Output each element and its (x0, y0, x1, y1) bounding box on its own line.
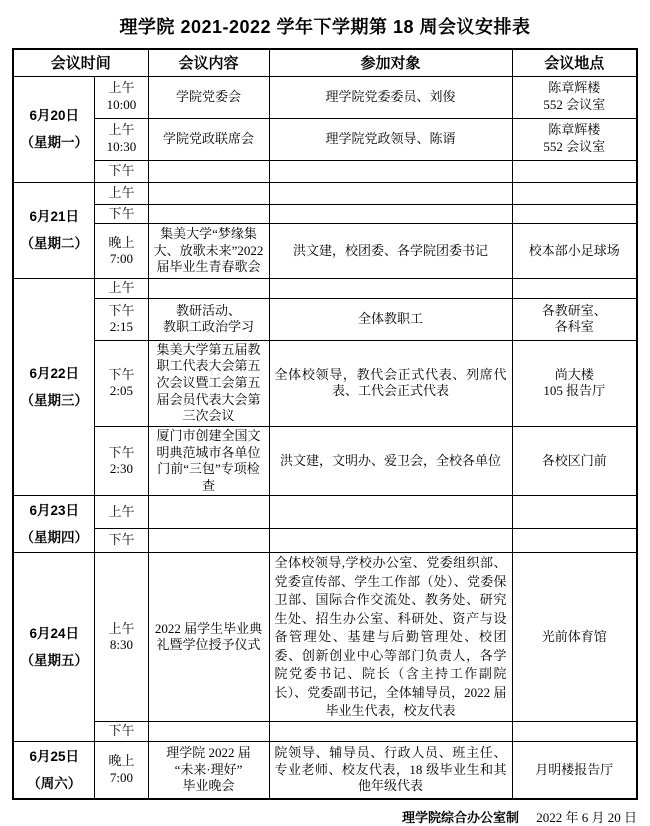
date-cell: 6月22日 （星期三） (13, 279, 95, 496)
content-cell (148, 160, 269, 182)
location-cell: 陈章辉楼 552 会议室 (512, 76, 637, 118)
location-cell (512, 528, 637, 553)
page-title: 理学院 2021-2022 学年下学期第 18 周会议安排表 (119, 17, 531, 37)
location-cell: 月明楼报告厅 (512, 742, 637, 800)
content-cell: 集美大学“梦缘集大、放歌未来”2022届毕业生青春歌会 (148, 224, 269, 279)
content-cell (148, 182, 269, 204)
time-cell: 上午 10:00 (95, 76, 148, 118)
participants-cell: 院领导、辅导员、行政人员、班主任、专业老师、校友代表，18 级毕业生和其他年级代表 (269, 742, 512, 800)
time-cell: 上午 (95, 182, 148, 204)
participants-cell: 全体教职工 (269, 298, 512, 340)
location-cell (512, 496, 637, 528)
content-cell: 集美大学第五届教职工代表大会第五次会议暨工会第五届会员代表大会第三次会议 (148, 340, 269, 426)
time-cell: 下午 (95, 528, 148, 553)
header-meeting-content: 会议内容 (148, 49, 269, 76)
table-row (13, 298, 637, 340)
location-cell: 尚大楼 105 报告厅 (512, 340, 637, 426)
time-cell: 下午 2:05 (95, 340, 148, 426)
content-cell: 学院党委会 (148, 76, 269, 118)
date-cell: 6月24日 （星期五） (13, 553, 95, 742)
location-cell (512, 204, 637, 224)
time-cell: 下午 (95, 204, 148, 224)
header-meeting-time: 会议时间 (13, 49, 148, 76)
content-cell: 理学院 2022 届 “未来·理好” 毕业晚会 (148, 742, 269, 800)
time-cell: 上午 (95, 496, 148, 528)
date-cell: 6月25日 （周六） (13, 742, 95, 800)
time-cell: 下午 (95, 160, 148, 182)
participants-cell: 全体校领导，教代会正式代表、列席代表、工代会正式代表 (269, 340, 512, 426)
table-row (13, 160, 637, 182)
location-cell: 光前体育馆 (512, 553, 637, 722)
content-cell: 厦门市创建全国文明典范城市各单位门前“三包”专项检查 (148, 426, 269, 496)
location-cell: 陈章辉楼 552 会议室 (512, 118, 637, 160)
date-cell: 6月23日 （星期四） (13, 496, 95, 553)
date-cell: 6月21日 （星期二） (13, 182, 95, 279)
location-cell: 各校区门前 (512, 426, 637, 496)
table-row (13, 496, 637, 528)
location-cell: 各教研室、 各科室 (512, 298, 637, 340)
time-cell: 晚上 7:00 (95, 742, 148, 800)
content-cell (148, 496, 269, 528)
time-cell: 上午 10:30 (95, 118, 148, 160)
participants-cell: 洪文建，文明办、爱卫会，全校各单位 (269, 426, 512, 496)
table-row (13, 426, 637, 496)
table-row (13, 722, 637, 742)
location-cell (512, 160, 637, 182)
participants-cell: 理学院党委委员、刘俊 (269, 76, 512, 118)
table-row (13, 76, 637, 118)
location-cell: 校本部小足球场 (512, 224, 637, 279)
content-cell (148, 722, 269, 742)
meeting-schedule-table (12, 48, 638, 800)
table-row (13, 279, 637, 299)
content-cell (148, 528, 269, 553)
time-cell: 晚上 7:00 (95, 224, 148, 279)
participants-cell (269, 722, 512, 742)
content-cell (148, 279, 269, 299)
content-cell: 教研活动、 教职工政治学习 (148, 298, 269, 340)
location-cell (512, 182, 637, 204)
date-cell: 6月20日 （星期一） (13, 76, 95, 182)
participants-cell: 理学院党政领导、陈谞 (269, 118, 512, 160)
participants-cell: 全体校领导,学校办公室、党委组织部、党委宣传部、学生工作部（处）、党委保卫部、国际合作交流处、教务处、研究生处、招生办公室、科研处、资产与设备管理处、基建与后勤管理处、校团委、创新创业中心等部门负责人，各学院党委书记、院长（含主持工作副院长）、党委副书记，全体辅导员，2022 届毕业生代表，校友代表 (269, 553, 512, 722)
time-cell: 下午 (95, 722, 148, 742)
table-row (13, 182, 637, 204)
table-row (13, 742, 637, 800)
content-cell (148, 204, 269, 224)
header-row (13, 49, 637, 76)
table-row (13, 118, 637, 160)
header-participants: 参加对象 (269, 49, 512, 76)
participants-cell (269, 496, 512, 528)
header-location: 会议地点 (512, 49, 637, 76)
participants-cell (269, 279, 512, 299)
participants-cell (269, 182, 512, 204)
footer-maker: 理学院综合办公室制 (401, 810, 519, 826)
participants-cell (269, 528, 512, 553)
time-cell: 下午 2:15 (95, 298, 148, 340)
content-cell: 学院党政联席会 (148, 118, 269, 160)
footer (13, 807, 637, 826)
table-row (13, 204, 637, 224)
table-row (13, 528, 637, 553)
table-row (13, 340, 637, 426)
time-cell: 上午 (95, 279, 148, 299)
table-row (13, 553, 637, 722)
participants-cell: 洪文建，校团委、各学院团委书记 (269, 224, 512, 279)
content-cell: 2022 届学生毕业典礼暨学位授予仪式 (148, 553, 269, 722)
time-cell: 上午 8:30 (95, 553, 148, 722)
location-cell (512, 279, 637, 299)
participants-cell (269, 160, 512, 182)
table-row (13, 224, 637, 279)
location-cell (512, 722, 637, 742)
footer-date: 2022 年 6 月 20 日 (536, 810, 637, 826)
time-cell: 下午 2:30 (95, 426, 148, 496)
participants-cell (269, 204, 512, 224)
schedule-page (0, 13, 650, 826)
